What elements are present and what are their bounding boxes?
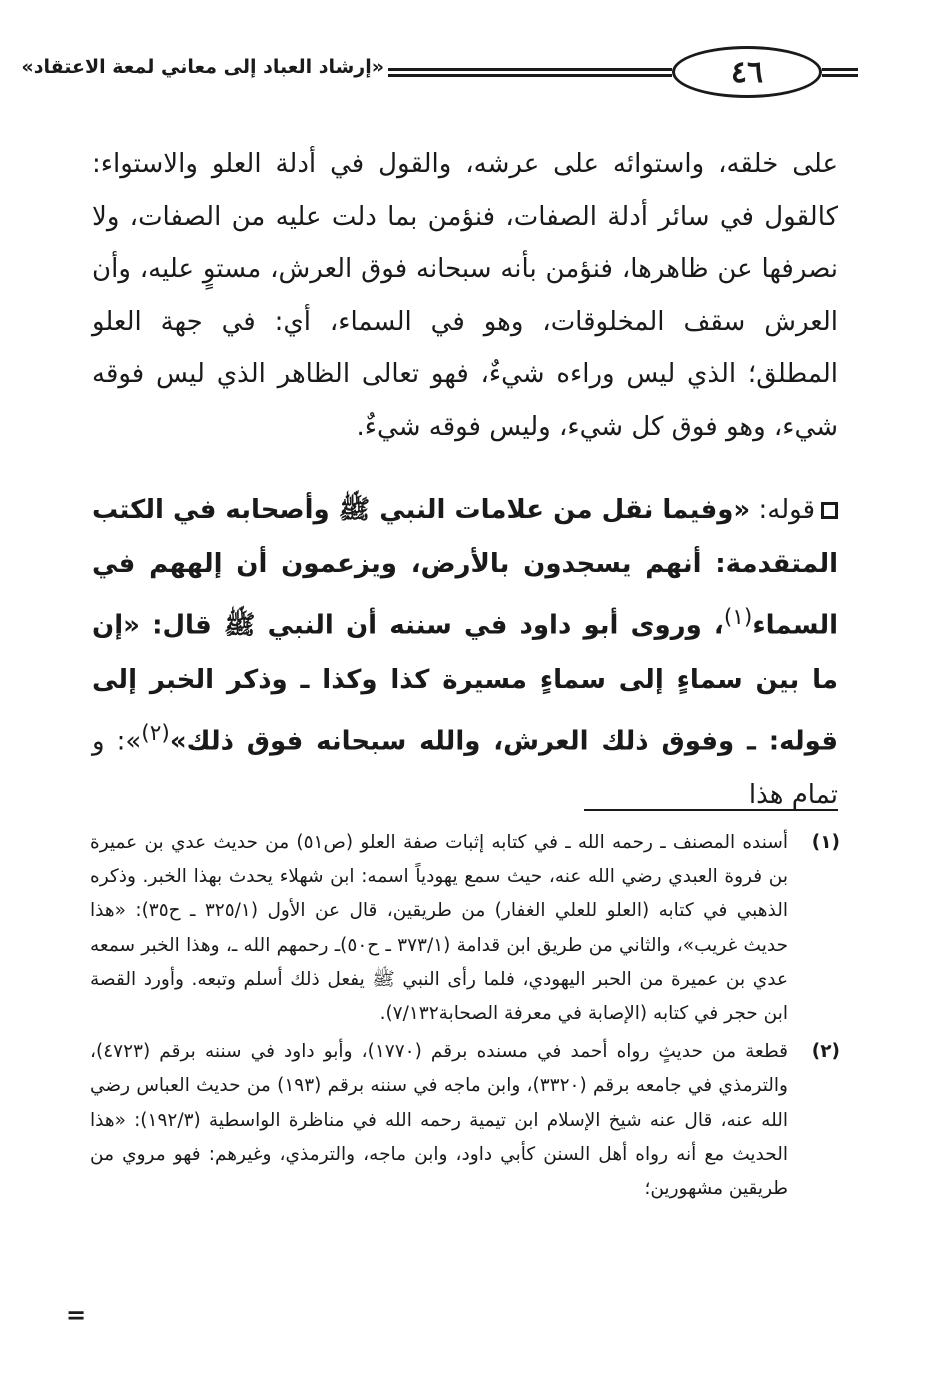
main-text xyxy=(92,138,838,822)
footnote-ref-2: (٢) xyxy=(141,720,170,746)
footnotes xyxy=(90,826,840,1210)
quote-text-1: «وفيما نقل من علامات النبي ﷺ وأصحابه في الكتب المتقدمة: أنهم يسجدون بالأرض، ويزعمون أن إلههم في السماء xyxy=(92,495,838,641)
paragraph-1: على خلقه، واستوائه على عرشه، والقول في أدلة العلو والاستواء: كالقول في سائر أدلة الصفات، فنؤمن بما دلت عليه من الصفات، ولا نصرفها عن ظاهرها، فنؤمن بأنه سبحانه فوق العرش، مستوٍ عليه، وأن العرش سقف المخلوقات، وهو في السماء، أي: في جهة العلو المطلق؛ الذي ليس وراءه شيءٌ، فهو تعالى الظاهر الذي ليس فوقه شيء، وهو فوق كل شيء، وليس فوقه شيءٌ. xyxy=(92,149,838,442)
footnote-text: قطعة من حديثٍ رواه أحمد في مسنده برقم (١٧٧٠)، وأبو داود في سننه برقم (٤٧٢٣)، والترمذي في جامعه برقم (٣٣٢٠)، وابن ماجه في سننه برقم (١٩٣) من حديث العباس رضي الله عنه، قال عنه شيخ الإسلام ابن تيمية رحمه الله في مناظرة الواسطية (١٩٢/٣): «هذا الحديث مع أنه رواه أهل السنن كأبي داود، وابن ماجه، والترمذي، وغيرهم: فهو مروي من طريقين مشهورين؛ xyxy=(90,1041,788,1200)
page-number: ٤٦ xyxy=(672,46,822,98)
running-title: «إرشاد العباد إلى معاني لمعة الاعتقاد» xyxy=(21,56,384,78)
footnote-1 xyxy=(90,826,840,1031)
footnote-2 xyxy=(90,1035,840,1206)
square-bullet-icon xyxy=(821,502,838,519)
paragraph-2 xyxy=(92,483,838,822)
header-rule-left xyxy=(388,68,672,77)
footnote-number: (١) xyxy=(811,832,840,853)
para2-intro: قوله: xyxy=(750,495,815,525)
footnote-number: (٢) xyxy=(811,1041,840,1063)
para2-end: »: و تمام هذا xyxy=(92,726,838,811)
footnote-text: أسنده المصنف ـ رحمه الله ـ في كتابه إثبات صفة العلو (ص٥١) من حديث عدي بن عميرة بن فروة العبدي رضي الله عنه، حيث سمع يهودياً اسمه: ابن شهلاء يحدث بهذا الخبر. وذكره الذهبي في كتابه (العلو للعلي الغفار) من طريقين، قال عن الأول (٣٢٥/١ ـ ح٣٥): «هذا حديث غريب»، والثاني من طريق ابن قدامة (٣٧٣/١ ـ ح٥٠)ـ رحمهم الله ـ، وهذا الخبر سمعه عدي بن عميرة من الحبر اليهودي، فلما رأى النبي ﷺ يفعل ذلك أسلم وتبعه. وأورد القصة ابن حجر في كتابه (الإصابة في معرفة الصحابة٧/١٣٢). xyxy=(90,832,789,1025)
header-rule-right xyxy=(822,68,858,77)
continuation-mark: = xyxy=(66,1301,87,1329)
footnote-ref-1: (١) xyxy=(723,605,753,630)
page-header xyxy=(21,38,858,108)
footnote-divider xyxy=(584,809,838,811)
quote-text-2: ، وروى أبو داود في سننه أن النبي ﷺ قال: «إن ما بين سماءٍ إلى سماءٍ مسيرة كذا وكذا ـ وذكر الخبر إلى قوله: ـ وفوق ذلك العرش، والله سبحانه فوق ذلك» xyxy=(92,610,838,757)
